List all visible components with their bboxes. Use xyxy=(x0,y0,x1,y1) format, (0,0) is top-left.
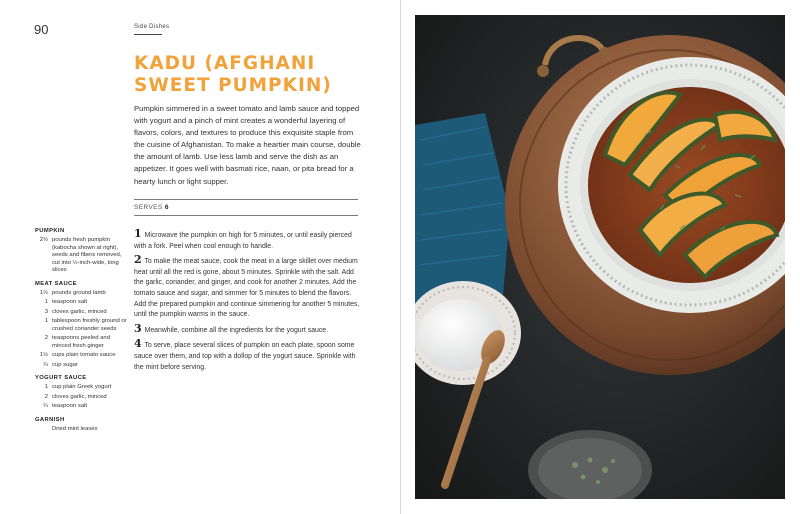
ingredient-item xyxy=(35,384,127,392)
ingredient-item xyxy=(35,335,127,350)
ingredient-qty: 1 xyxy=(44,299,48,305)
ingredient-heading: GARNISH xyxy=(35,416,65,423)
ingredient-qty: 2 xyxy=(44,393,48,400)
ingredient-text: teaspoons peeled and minced fresh ginger xyxy=(52,335,110,349)
serves-top-rule xyxy=(134,199,358,200)
ingredient-text: cloves garlic, minced xyxy=(52,308,107,315)
ingredient-heading: YOGURT SAUCE xyxy=(35,375,87,381)
ingredient-text: cup plain Greek yogurt xyxy=(52,384,112,390)
ingredient-item xyxy=(35,318,127,333)
ingredient-text: teaspoon salt xyxy=(52,403,88,409)
ingredient-qty: 1½ xyxy=(39,289,48,296)
food-photo xyxy=(415,15,785,499)
step-number: 3 xyxy=(134,321,142,335)
ingredient-text: pounds ground lamb xyxy=(52,289,106,296)
ingredient-qty: 1 xyxy=(44,384,48,390)
ingredient-group-pumpkin xyxy=(35,228,127,275)
ingredient-text: teaspoon salt xyxy=(52,299,88,305)
ingredient-text: cup sugar xyxy=(52,361,78,368)
serves-value: 6 xyxy=(164,204,169,211)
ingredient-qty: 3 xyxy=(44,308,48,315)
ingredient-item xyxy=(35,403,127,411)
ingredients-list xyxy=(35,228,127,439)
ingredient-qty: 2 xyxy=(44,335,48,341)
method-step xyxy=(134,321,360,337)
ingredient-text: tablespoon freshly ground or crushed coriander seeds xyxy=(52,318,127,332)
serves-line xyxy=(134,204,169,211)
ingredient-qty: 1 xyxy=(44,318,48,324)
ingredient-qty: 2½ xyxy=(39,237,48,243)
ingredient-heading: MEAT SAUCE xyxy=(35,280,77,287)
ingredient-text: cups plain tomato sauce xyxy=(52,352,116,358)
step-number: 4 xyxy=(134,337,142,351)
method-steps xyxy=(134,229,360,376)
ingredient-qty: ¼ xyxy=(43,361,48,368)
ingredient-item xyxy=(35,394,127,402)
ingredient-item xyxy=(35,352,127,360)
ingredient-item xyxy=(35,237,127,275)
recipe-intro: Pumpkin simmered in a sweet tomato and lamb sauce and topped with yogurt and a pinch of mint creates a wonderful layering of flavors, colors, and textures to produce this exquisite staple from the cuisine of Afghanistan. To make a heartier main course, double the amount of lamb. Use less lamb and serve the dish as an appetizer. It goes well with basmati rice, naan, or pita bread for a hearty lunch or light supper. xyxy=(134,104,361,186)
step-text: To serve, place several slices of pumpkin on each plate, spoon some sauce over them, and top with a dollop of the yogurt sauce. Sprinkle with the mint before serving. xyxy=(134,342,356,371)
step-text: Meanwhile, combine all the ingredients for the yogurt sauce. xyxy=(144,326,329,334)
serves-bottom-rule xyxy=(134,215,358,216)
step-text: To make the meat sauce, cook the meat in a large skillet over medium heat until all the red is gone, about 5 minutes. Sprinkle with the salt. Add the garlic, coriander, and ginger, and cook for another 2 minutes. Add the tomato sauce and sugar, and simmer for 5 minutes to blend the flavors. Add the prepared pumpkin and continue simmering for another 5 minutes, until the pumpkin warms in the sauce. xyxy=(134,258,360,319)
step-number: 1 xyxy=(134,227,142,240)
recipe-title: KADU (AFGHANI SWEET PUMPKIN) xyxy=(134,53,332,96)
ingredient-text: cloves garlic, minced xyxy=(52,393,107,400)
ingredient-item xyxy=(35,362,127,370)
ingredient-qty: 1½ xyxy=(39,352,48,358)
page-number: 90 xyxy=(34,22,49,37)
ingredient-qty: ¼ xyxy=(43,403,48,409)
step-text: Microwave the pumpkin on high for 5 minutes, or until easily pierced with a fork. Peel when cool enough to handle. xyxy=(134,232,352,250)
method-step xyxy=(134,255,360,321)
ingredient-group-garnish xyxy=(35,417,127,434)
section-label: Side Dishes xyxy=(134,24,170,30)
method-step xyxy=(134,229,360,252)
serves-label: SERVES xyxy=(134,204,163,211)
ingredient-item xyxy=(35,309,127,317)
ingredient-text: pounds fresh pumpkin (kabocha shown at right), seeds and fibers removed, cut into ½-inch-wide, long slices xyxy=(52,237,122,273)
ingredient-text: Dried mint leaves xyxy=(52,425,98,432)
ingredient-group-meat-sauce xyxy=(35,281,127,370)
ingredient-item xyxy=(35,290,127,298)
ingredient-group-yogurt-sauce xyxy=(35,375,127,411)
ingredient-item xyxy=(35,299,127,307)
section-underline xyxy=(134,34,162,35)
page-gutter xyxy=(400,0,401,514)
ingredient-heading: PUMPKIN xyxy=(35,228,65,234)
method-step xyxy=(134,339,360,373)
step-number: 2 xyxy=(134,253,142,267)
